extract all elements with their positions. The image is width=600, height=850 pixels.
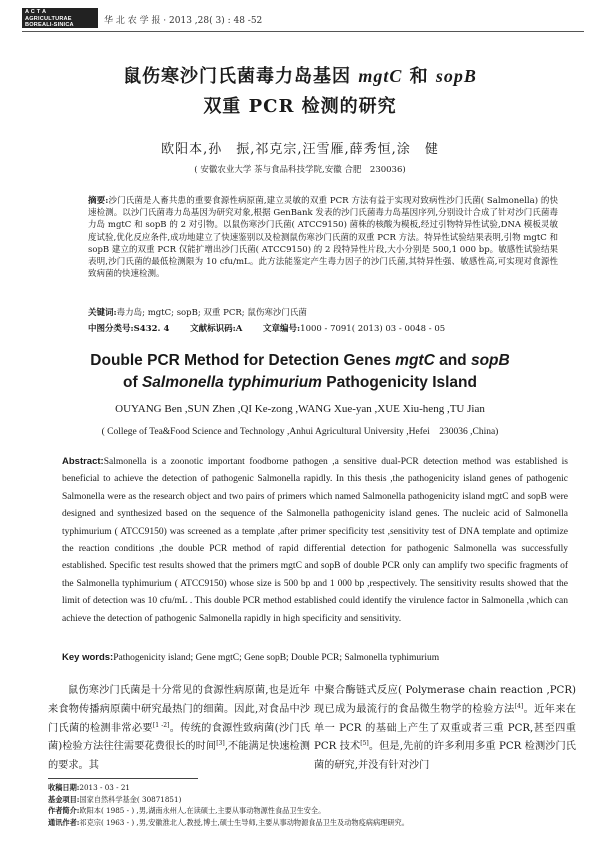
en-abstract-text: Salmonella is a zoonotic important foodborne pathogen ,a sensitive dual-PCR detection method was established is beneficial to achieve the detection of pathogenic Salmonella rapidly. In this thesis ,the pathogenicity island genes of pathogenic Salmonella were as the research object and two pairs of primers which named Salmonella pathogenicity island mgtC and sopB were designed and synthesized based on the sequence of the Salmonella pathogenicity island genes. The nucleic acid of Salmonella typhimurium ( ATCC9150) was screened as a template ,after primer specificity test ,sensitivity test of DNA template and optimize the reaction conditions ,the double PCR method of rapid differential detection for pathogenic Salmonella was successfully established. Specific test results showed that the primers mgtC and sopB of double PCR only can amplify two specific fragments of the Salmonella typhimurium ( ATCC9150) whose size is 500 bp and 1 000 bp ,respectively. The sensitivity results showed that the limit of detection was 10 cfu/mL . This double PCR method established could identify the virulence factor in Salmonella ,which can achieve the detection of pathogenic Salmonella rapidly in high specificity and sensitivity. bbox=[62, 457, 568, 624]
received-date bbox=[48, 782, 568, 794]
cn-keywords-label: 关键词: bbox=[88, 308, 117, 318]
en-title-prefix: Double PCR Method for Detection Genes bbox=[90, 352, 391, 369]
logo-line-3: BOREALI-SINICA bbox=[25, 22, 74, 29]
body-left-text-2: 。传统的食源性致病菌(沙门氏菌)检验方法往往需要花费很长的时间 bbox=[48, 722, 310, 753]
corresponding-author bbox=[48, 817, 568, 829]
cn-abstract-text: 沙门氏菌是人畜共患的重要食源性病原菌,建立灵敏的双重 PCR 方法有益于实现对致病性沙门氏菌( Salmonella) 的快速检测。以沙门氏菌毒力岛基因为研究对象,根据 GenBank 发表的沙门氏菌毒力岛基因序列,分别设计合成了针对沙门氏菌毒力岛 mgtC 和 sopB 的 2 对引物。以鼠伤寒沙门氏菌( ATCC9150) 菌株的核酸为模板,经过引物特异性试验,DNA 模板灵敏度试验,优化反应条件,成功地建立了快速鉴别以及检测鼠伤寒沙门氏菌的双重 PCR 方法。特异性试验结果表明,引物 mgtC 和 sopB 建立的双重 PCR 仅能扩增出沙门氏菌( ATCC9150) 的 2 段特异性片段,大小分别是 500,1 000 bp。敏感性试验结果表明,沙门氏菌的最低检测限为 10 cfu/mL。此方法能鉴定产生毒力因子的沙门氏菌,其特异性强、敏感性高,可实现对食源性致病菌的快速检测。 bbox=[88, 196, 558, 280]
doc-code-label: 文献标识码: bbox=[190, 324, 236, 334]
cn-affiliation: ( 安徽农业大学 茶与食品科技学院,安徽 合肥 230036) bbox=[194, 165, 406, 175]
citation-ref: [5] bbox=[360, 740, 369, 748]
en-keywords bbox=[62, 652, 568, 663]
body-right-text-1: 中聚合酶链式反应( Polymerase chain reaction ,PCR) 现已成为最流行的食品微生物学的检验方法 bbox=[314, 685, 576, 715]
en-title-line-1 bbox=[20, 352, 580, 370]
clc-value: S432. 4 bbox=[133, 324, 170, 334]
article-no-value: 1000 - 7091( 2013) 03 - 0048 - 05 bbox=[300, 324, 446, 334]
body-left-text-1: 鼠伤寒沙门氏菌是十分常见的食源性病原菌,也是近年来食物传播病原菌中研究最热门的细菌。因此,对食品中沙门氏菌的检测非常必要 bbox=[48, 685, 310, 734]
logo-line-1: A C T A bbox=[25, 9, 47, 15]
body-column-right bbox=[314, 682, 576, 776]
article-number bbox=[263, 324, 463, 334]
en-keywords-label: Key words: bbox=[62, 652, 114, 663]
journal-logo bbox=[22, 8, 98, 28]
header-divider bbox=[22, 31, 584, 32]
fund-label: 基金项目: bbox=[48, 794, 80, 804]
author-info bbox=[48, 805, 568, 817]
cn-keywords-text: 毒力岛; mgtC; sopB; 双重 PCR; 鼠伤寒沙门氏菌 bbox=[116, 308, 307, 318]
article-no-label: 文章编号: bbox=[263, 324, 301, 334]
en-authors: OUYANG Ben ,SUN Zhen ,QI Ke-zong ,WANG Xue-yan ,XUE Xiu-heng ,TU Jian bbox=[115, 403, 485, 415]
cn-classification bbox=[88, 322, 558, 334]
en-title-of: of bbox=[122, 374, 138, 391]
doc-code-value: A bbox=[235, 324, 243, 334]
en-title-species: Salmonella typhimurium bbox=[141, 374, 322, 391]
cn-title-gene-2: sopB bbox=[435, 66, 477, 86]
journal-citation: 华 北 农 学 报 · 2013 ,28( 3) : 48 -52 bbox=[104, 16, 263, 26]
document-code bbox=[190, 324, 242, 334]
cn-keywords bbox=[88, 306, 558, 318]
cn-title-line-1 bbox=[40, 62, 560, 88]
cn-title-line-2: 双重 PCR 检测的研究 bbox=[203, 96, 397, 117]
body-right-text-2: 。近年来在单一 PCR 的基础上产生了双重或者三重 PCR,甚至四重 PCR 技术 bbox=[314, 703, 576, 753]
footnote-divider bbox=[48, 778, 198, 779]
journal-header bbox=[22, 8, 584, 30]
en-title-gene-2: sopB bbox=[470, 352, 510, 369]
received-label: 收稿日期: bbox=[48, 783, 80, 792]
clc-label: 中图分类号: bbox=[88, 324, 134, 334]
en-keywords-text: Pathogenicity island; Gene mgtC; Gene sopB; Double PCR; Salmonella typhimurium bbox=[113, 653, 440, 663]
en-abstract bbox=[62, 453, 568, 628]
citation-ref: [1 -2] bbox=[152, 721, 170, 729]
en-title-gene-1: mgtC bbox=[395, 352, 435, 369]
footnotes bbox=[48, 782, 568, 828]
en-title-suffix: Pathogenicity Island bbox=[326, 374, 477, 391]
author-value: 欧阳本( 1985 - ) ,男,湖南永州人,在读硕士,主要从事动物源性食品卫生安全。 bbox=[79, 806, 326, 815]
en-abstract-label: Abstract: bbox=[62, 456, 104, 467]
fund-value: 国家自然科学基金( 30871851) bbox=[79, 794, 182, 804]
corr-value: 祁克宗( 1963 - ) ,男,安徽淮北人,教授,博士,硕士生导师,主要从事动物源食品卫生及动物疫病病理研究。 bbox=[79, 817, 409, 827]
cn-authors: 欧阳本,孙 振,祁克宗,汪雪雁,薛秀恒,涂 健 bbox=[161, 142, 439, 157]
cn-abstract-label: 摘要: bbox=[88, 196, 109, 206]
cn-title-and: 和 bbox=[409, 66, 429, 87]
corr-label: 通讯作者: bbox=[48, 817, 80, 827]
citation-ref: [4] bbox=[514, 702, 524, 710]
cn-title-gene-1: mgtC bbox=[358, 66, 403, 86]
body-left-text-3: ,不能满足快速检测的要求。其 bbox=[48, 741, 310, 772]
body-column-left bbox=[48, 682, 310, 776]
received-value: 2013 - 03 - 21 bbox=[79, 783, 130, 792]
en-affiliation: ( College of Tea&Food Science and Technology ,Anhui Agricultural University ,Hefei 230036 ,China) bbox=[101, 427, 499, 437]
fund-info bbox=[48, 794, 568, 806]
body-right-text-3: 。但是,先前的许多利用多重 PCR 检测沙门氏菌的研究,并没有针对沙门 bbox=[314, 741, 576, 772]
logo-line-2: AGRICULTURAE bbox=[25, 15, 72, 22]
en-title-and: and bbox=[439, 352, 467, 369]
citation-ref: [3] bbox=[216, 740, 225, 748]
clc-number bbox=[88, 324, 169, 334]
author-label: 作者简介: bbox=[48, 806, 80, 815]
cn-abstract bbox=[88, 195, 558, 280]
en-title-line-2 bbox=[20, 374, 580, 392]
cn-title-prefix: 鼠伤寒沙门氏菌毒力岛基因 bbox=[123, 66, 352, 87]
